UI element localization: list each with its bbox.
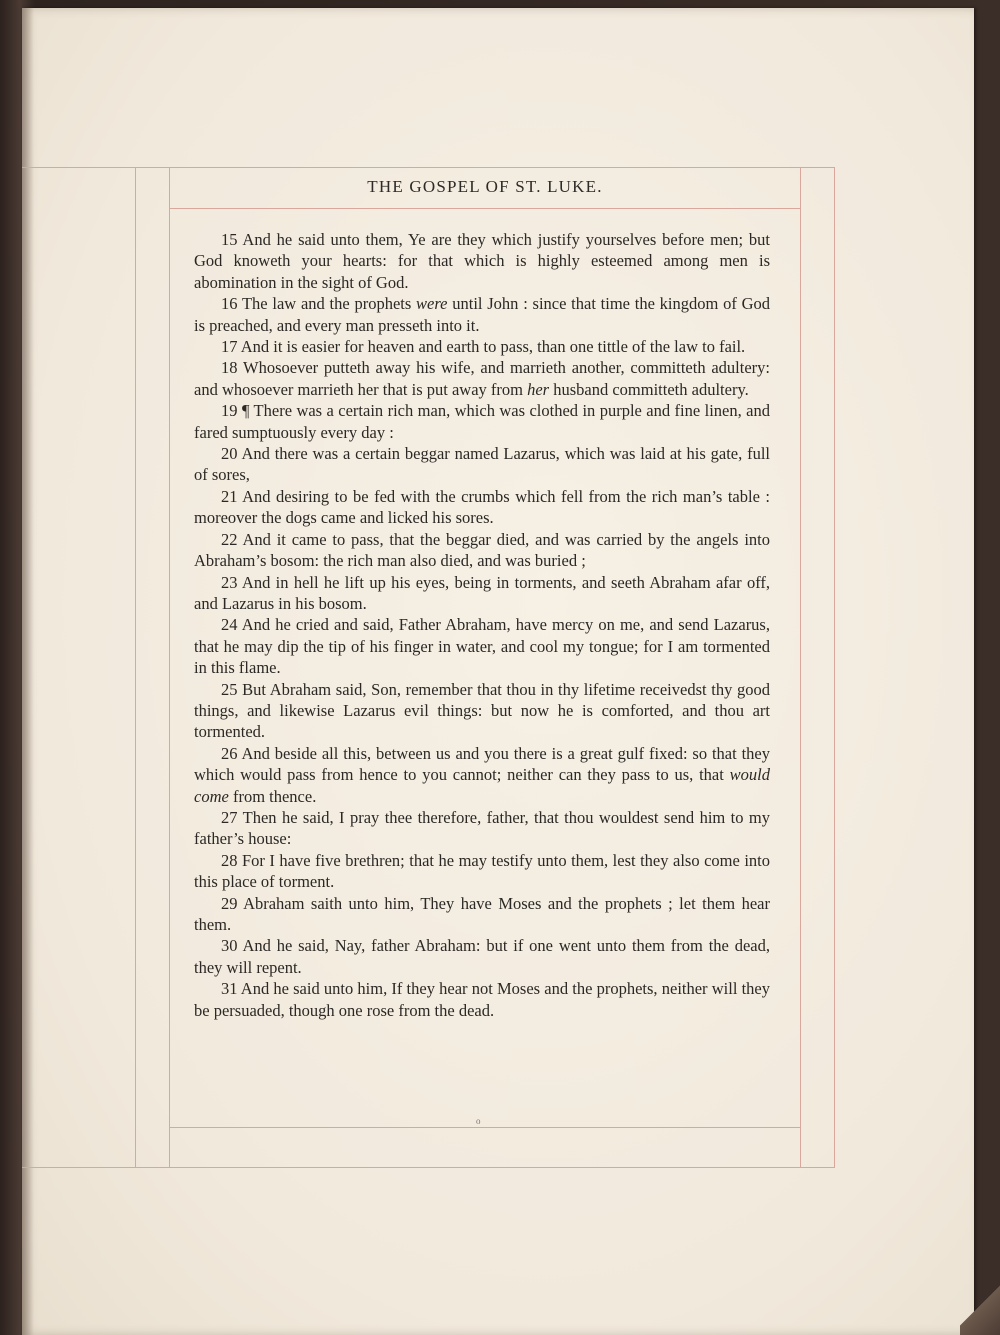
verse (194, 357, 770, 400)
verse-text: Whosoever putteth away his wife, and marrieth another, committeth adultery: and whosoever marrieth her that is put away from (194, 358, 770, 399)
verse-number: 26 (221, 743, 238, 763)
frame-rule-left-outer (135, 167, 136, 1168)
verse-text: until John : since that time the kingdom of God is preached, and every man presseth into it. (194, 294, 771, 335)
verse-text: And he said unto him, If they hear not Moses and the prophets, neither will they be persuaded, though one rose from the dead. (194, 979, 770, 1020)
frame-rule-left-inner (169, 167, 170, 1168)
verse-number: 16 (221, 294, 238, 314)
verse-text: But Abraham said, Son, remember that thou in thy lifetime receivedst thy good things, and likewise Lazarus evil things: but now he is comforted, and thou art tormented. (194, 679, 770, 742)
verse-text: from thence. (228, 786, 317, 806)
verse-text: The law and the prophets (241, 294, 417, 314)
verse (194, 935, 770, 978)
verse-number: 30 (221, 936, 238, 956)
verse (194, 614, 770, 678)
verse (194, 978, 770, 1021)
verse-text: ¶ There was a certain rich man, which was clothed in purple and fine linen, and fared sumptuously every day : (194, 401, 771, 442)
verse-number: 28 (221, 850, 238, 870)
verse-italic-text: her (527, 379, 550, 399)
verse-number: 27 (221, 807, 238, 827)
verse-text: And desiring to be fed with the crumbs which fell from the rich man’s table : moreover the dogs came and licked his sores. (194, 486, 770, 528)
verse-text: For I have five brethren; that he may testify unto them, lest they also come into this place of torment. (194, 850, 770, 892)
verse-italic-text: were (416, 294, 448, 314)
verse-number: 31 (221, 979, 238, 999)
verse-number: 29 (221, 893, 238, 913)
verse-text: And he cried and said, Father Abraham, have mercy on me, and send Lazarus, that he may dip the tip of his finger in water, and cool my tongue; for I am tormented in this flame. (194, 615, 770, 678)
verse (194, 400, 770, 443)
verse-number: 19 (221, 401, 238, 421)
verse-number: 23 (221, 572, 238, 592)
page-corner (960, 1275, 1000, 1335)
verse (194, 807, 770, 850)
verse-number: 25 (221, 679, 238, 699)
verse-text: And he said, Nay, father Abraham: but if one went unto them from the dead, they will repent. (194, 936, 770, 977)
running-title: THE GOSPEL OF ST. LUKE. (367, 177, 603, 196)
frame-rule-bottom-outer (22, 1167, 834, 1168)
verse (194, 229, 770, 293)
verse-text: Abraham saith unto him, They have Moses and the prophets ; let them hear them. (194, 893, 770, 934)
verse-text: Then he said, I pray thee therefore, father, that thou wouldest send him to my father’s house: (194, 807, 771, 849)
frame-rule-top-outer (22, 167, 834, 168)
verse-number: 18 (221, 358, 238, 378)
verse-italic-text: would come (194, 765, 770, 806)
verse (194, 336, 770, 357)
verse-text: And in hell he lift up his eyes, being in torments, and seeth Abraham afar off, and Lazarus in his bosom. (194, 572, 771, 613)
verse-text: husband committeth adultery. (549, 379, 749, 399)
verse-number: 17 (221, 337, 238, 357)
verse-text: And he said unto them, Ye are they which justify yourselves before men; but God knoweth your hearts: for that which is highly esteemed among men is abomination in the sight of God. (194, 230, 770, 292)
verse-number: 24 (221, 615, 238, 635)
verse (194, 743, 770, 807)
verse (194, 850, 770, 893)
verse (194, 443, 770, 486)
verse-text: And there was a certain beggar named Lazarus, which was laid at his gate, full of sores, (194, 444, 770, 485)
verse (194, 572, 770, 615)
scripture-text (194, 229, 770, 1021)
verse-number: 21 (221, 486, 238, 506)
verse (194, 679, 770, 743)
folio-mark: o (476, 1116, 481, 1126)
verse (194, 293, 770, 336)
frame-rule-footer-top (170, 1127, 800, 1128)
frame-rule-right-outer (834, 167, 835, 1168)
verse-text: And it is easier for heaven and earth to pass, than one tittle of the law to fail. (240, 337, 746, 357)
verse (194, 893, 770, 936)
verse-text: And beside all this, between us and you there is a great gulf fixed: so that they which would pass from hence to you cannot; neither can they pass to us, that (194, 743, 770, 785)
verse-number: 22 (221, 529, 238, 549)
verse-text: And it came to pass, that the beggar died, and was carried by the angels into Abraham’s bosom: the rich man also died, and was buried ; (194, 529, 770, 571)
verse (194, 486, 770, 529)
verse (194, 529, 770, 572)
verse-number: 20 (221, 444, 238, 464)
verse-number: 15 (221, 230, 238, 249)
gutter-shadow (22, 8, 34, 1335)
frame-rule-right-inner (800, 167, 801, 1168)
frame-rule-header-bottom (170, 208, 800, 209)
